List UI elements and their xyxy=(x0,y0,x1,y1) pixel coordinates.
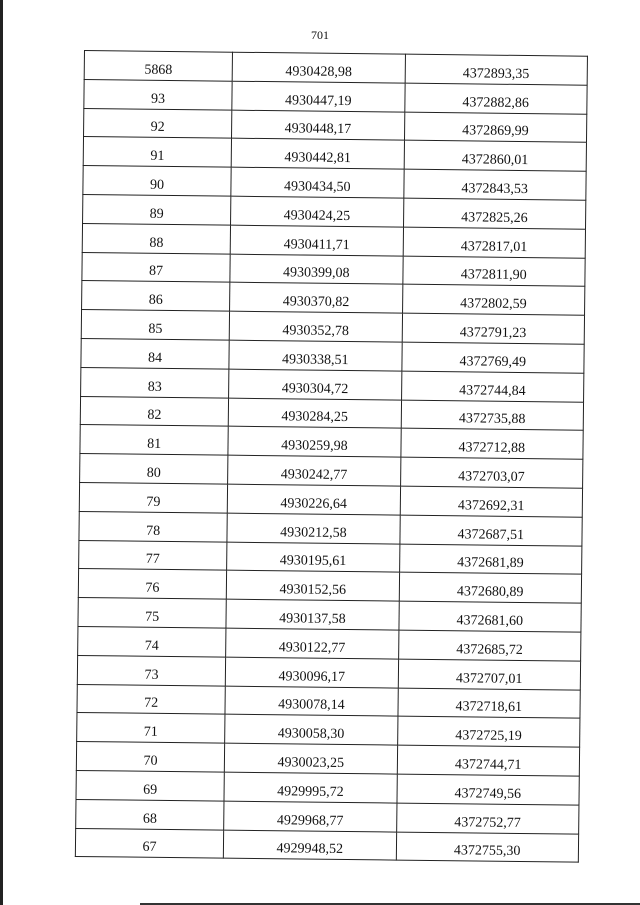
x-coordinate-cell: 4930352,78 xyxy=(229,311,402,342)
y-coordinate-cell: 4372681,89 xyxy=(399,544,582,575)
y-coordinate-cell: 4372755,30 xyxy=(396,832,579,863)
point-number-cell: 84 xyxy=(81,338,229,368)
y-coordinate-cell: 4372811,90 xyxy=(402,256,585,287)
x-coordinate-cell: 4929968,77 xyxy=(224,801,397,832)
y-coordinate-cell: 4372869,99 xyxy=(404,112,587,143)
x-coordinate-cell: 4930442,81 xyxy=(231,139,404,170)
point-number-cell: 72 xyxy=(77,684,225,714)
x-coordinate-cell: 4930096,17 xyxy=(225,657,398,688)
point-number-cell: 80 xyxy=(80,454,228,484)
x-coordinate-cell: 4929948,52 xyxy=(224,830,397,861)
point-number-cell: 67 xyxy=(75,828,223,858)
x-coordinate-cell: 4930122,77 xyxy=(226,628,399,659)
point-number-cell: 69 xyxy=(76,770,224,800)
page-edge-left xyxy=(0,0,3,905)
point-number-cell: 71 xyxy=(77,713,225,743)
x-coordinate-cell: 4930370,82 xyxy=(230,283,403,314)
x-coordinate-cell: 4930058,30 xyxy=(225,714,398,745)
y-coordinate-cell: 4372718,61 xyxy=(397,688,580,719)
x-coordinate-cell: 4930399,08 xyxy=(230,254,403,285)
table-body xyxy=(75,51,587,863)
x-coordinate-cell: 4930447,19 xyxy=(232,81,405,112)
point-number-cell: 91 xyxy=(83,137,231,167)
y-coordinate-cell: 4372725,19 xyxy=(397,716,580,747)
point-number-cell: 75 xyxy=(78,598,226,628)
x-coordinate-cell: 4930195,61 xyxy=(227,542,400,573)
x-coordinate-cell: 4930137,58 xyxy=(226,599,399,630)
y-coordinate-cell: 4372769,49 xyxy=(401,342,584,373)
x-coordinate-cell: 4930428,98 xyxy=(232,52,405,83)
point-number-cell: 82 xyxy=(80,396,228,426)
x-coordinate-cell: 4930259,98 xyxy=(228,427,401,458)
x-coordinate-cell: 4930411,71 xyxy=(230,225,403,256)
point-number-cell: 81 xyxy=(80,425,228,455)
point-number-cell: 92 xyxy=(84,108,232,138)
point-number-cell: 79 xyxy=(79,482,227,512)
point-number-cell: 90 xyxy=(83,166,231,196)
y-coordinate-cell: 4372860,01 xyxy=(404,141,587,172)
coordinates-table xyxy=(75,50,588,863)
y-coordinate-cell: 4372707,01 xyxy=(398,659,581,690)
y-coordinate-cell: 4372893,35 xyxy=(405,54,588,85)
y-coordinate-cell: 4372791,23 xyxy=(402,313,585,344)
x-coordinate-cell: 4930424,25 xyxy=(231,196,404,227)
x-coordinate-cell: 4930152,56 xyxy=(226,570,399,601)
x-coordinate-cell: 4930078,14 xyxy=(225,686,398,717)
x-coordinate-cell: 4930434,50 xyxy=(231,167,404,198)
y-coordinate-cell: 4372681,60 xyxy=(398,601,581,632)
y-coordinate-cell: 4372817,01 xyxy=(403,227,586,258)
point-number-cell: 86 xyxy=(82,281,230,311)
y-coordinate-cell: 4372703,07 xyxy=(400,457,583,488)
x-coordinate-cell: 4930212,58 xyxy=(227,513,400,544)
point-number-cell: 85 xyxy=(81,310,229,340)
y-coordinate-cell: 4372692,31 xyxy=(400,486,583,517)
x-coordinate-cell: 4930284,25 xyxy=(228,398,401,429)
point-number-cell: 76 xyxy=(78,569,226,599)
x-coordinate-cell: 4930226,64 xyxy=(227,484,400,515)
y-coordinate-cell: 4372712,88 xyxy=(400,428,583,459)
x-coordinate-cell: 4930448,17 xyxy=(232,110,405,141)
table-row xyxy=(75,828,578,863)
point-number-cell: 77 xyxy=(79,540,227,570)
y-coordinate-cell: 4372752,77 xyxy=(396,803,579,834)
y-coordinate-cell: 4372680,89 xyxy=(399,572,582,603)
x-coordinate-cell: 4930338,51 xyxy=(229,340,402,371)
point-number-cell: 5868 xyxy=(84,51,232,81)
y-coordinate-cell: 4372802,59 xyxy=(402,285,585,316)
y-coordinate-cell: 4372882,86 xyxy=(404,83,587,114)
point-number-cell: 78 xyxy=(79,511,227,541)
point-number-cell: 88 xyxy=(82,223,230,253)
y-coordinate-cell: 4372843,53 xyxy=(403,169,586,200)
point-number-cell: 89 xyxy=(83,194,231,224)
x-coordinate-cell: 4930242,77 xyxy=(228,455,401,486)
y-coordinate-cell: 4372685,72 xyxy=(398,630,581,661)
point-number-cell: 93 xyxy=(84,79,232,109)
y-coordinate-cell: 4372744,84 xyxy=(401,371,584,402)
point-number-cell: 87 xyxy=(82,252,230,282)
x-coordinate-cell: 4929995,72 xyxy=(224,772,397,803)
point-number-cell: 73 xyxy=(77,655,225,685)
x-coordinate-cell: 4930304,72 xyxy=(229,369,402,400)
y-coordinate-cell: 4372825,26 xyxy=(403,198,586,229)
y-coordinate-cell: 4372749,56 xyxy=(397,774,580,805)
y-coordinate-cell: 4372744,71 xyxy=(397,745,580,776)
point-number-cell: 74 xyxy=(78,626,226,656)
point-number-cell: 68 xyxy=(76,799,224,829)
point-number-cell: 70 xyxy=(76,742,224,772)
x-coordinate-cell: 4930023,25 xyxy=(224,743,397,774)
page-number: 701 xyxy=(311,28,329,42)
y-coordinate-cell: 4372735,88 xyxy=(401,400,584,431)
y-coordinate-cell: 4372687,51 xyxy=(399,515,582,546)
point-number-cell: 83 xyxy=(81,367,229,397)
